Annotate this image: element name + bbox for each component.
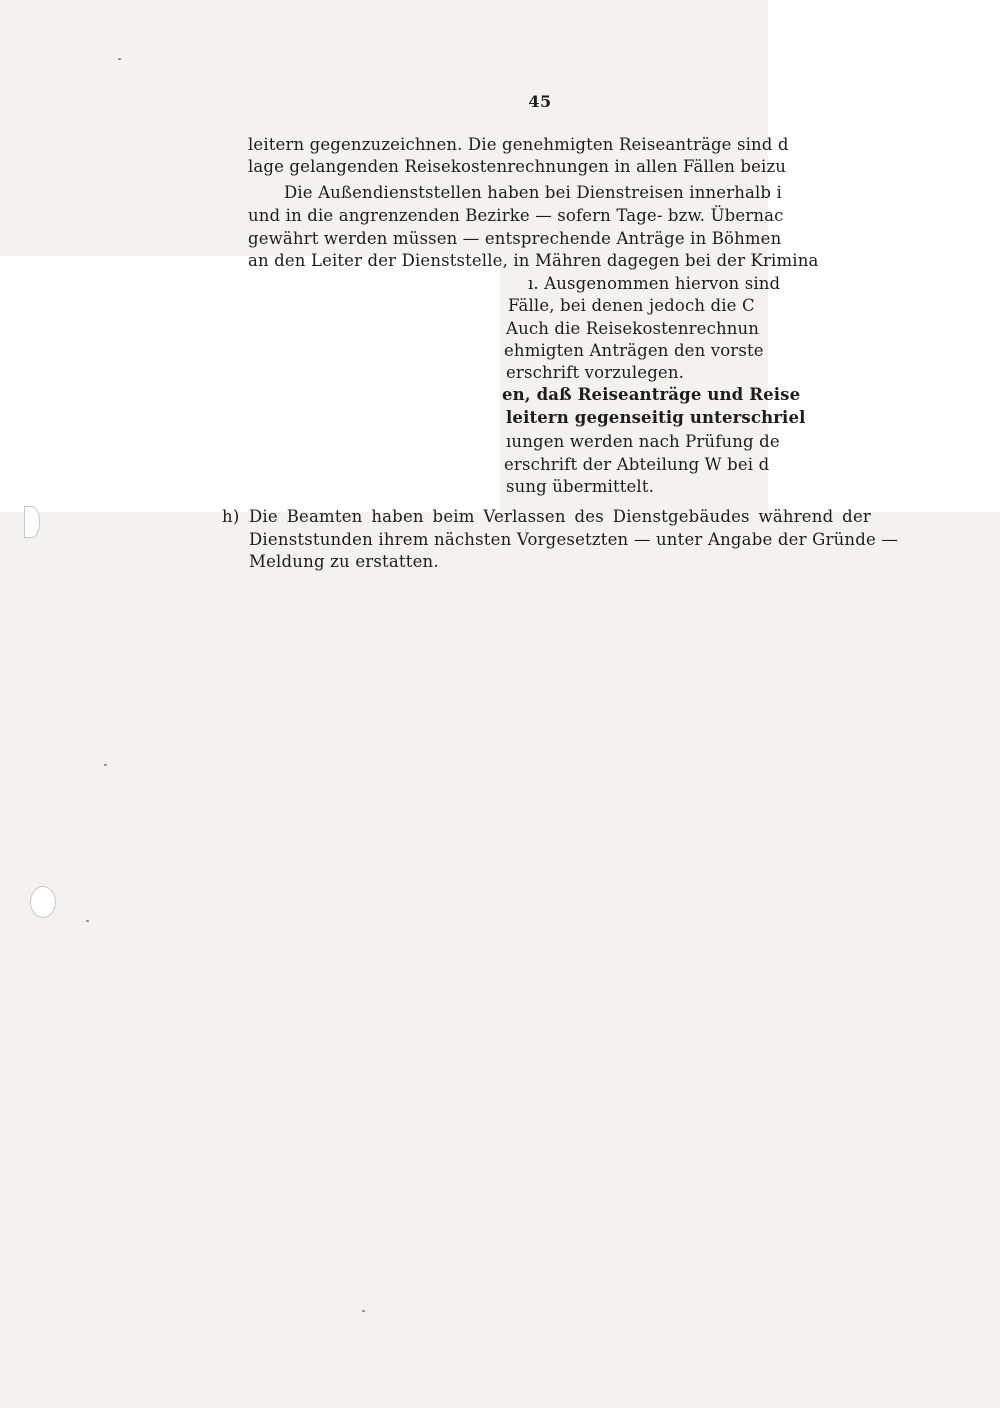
text-line: Auch die Reisekostenrechnun xyxy=(506,319,760,338)
text-line: Meldung zu erstatten. xyxy=(249,552,439,571)
text-line: und in die angrenzenden Bezirke — sofern Tage- bzw. Übernac xyxy=(248,206,784,225)
list-marker: h) xyxy=(222,507,240,526)
blank-mask-region xyxy=(0,256,500,512)
text-line: Die Beamten haben beim Verlassen des Dienstgebäudes während der xyxy=(249,507,871,526)
page-number: 45 xyxy=(528,92,552,111)
text-line: leitern gegenzuzeichnen. Die genehmigten Reiseanträge sind d xyxy=(248,135,789,154)
scan-speck xyxy=(362,1310,365,1312)
text-line: gewährt werden müssen — entsprechende Anträge in Böhmen xyxy=(248,229,782,248)
scan-speck xyxy=(104,764,107,766)
text-line: lage gelangenden Reisekostenrechnungen in allen Fällen beizu xyxy=(248,157,787,176)
punch-hole xyxy=(24,506,40,538)
scan-speck xyxy=(118,58,121,60)
text-line: an den Leiter der Dienststelle, in Mähren dagegen bei der Krimina xyxy=(248,251,819,270)
text-line-bold: leitern gegenseitig unterschriel xyxy=(506,408,806,427)
text-line: Fälle, bei denen jedoch die C xyxy=(508,296,755,315)
text-line: ıungen werden nach Prüfung de xyxy=(506,432,780,451)
lower-text-fragment xyxy=(500,256,806,500)
blank-mask-region xyxy=(768,256,1000,512)
text-line-bold: en, daß Reiseanträge und Reise xyxy=(502,385,801,404)
text-line: sung übermittelt. xyxy=(506,477,655,496)
list-item-text xyxy=(249,506,899,574)
text-line: ı. Ausgenommen hiervon sind xyxy=(528,274,781,293)
blank-mask-region xyxy=(768,0,1000,256)
upper-text-fragment xyxy=(248,134,819,270)
text-line: Die Außendienststellen haben bei Dienstreisen innerhalb i xyxy=(284,183,782,202)
text-line: ehmigten Anträgen den vorste xyxy=(504,341,764,360)
text-line: Dienststunden ihrem nächsten Vorgesetzten — unter Angabe der Gründe — xyxy=(249,529,899,549)
text-line: erschrift der Abteilung W bei d xyxy=(504,455,770,474)
text-line: erschrift vorzulegen. xyxy=(506,363,684,382)
punch-hole xyxy=(30,886,56,918)
scan-speck xyxy=(86,920,89,922)
